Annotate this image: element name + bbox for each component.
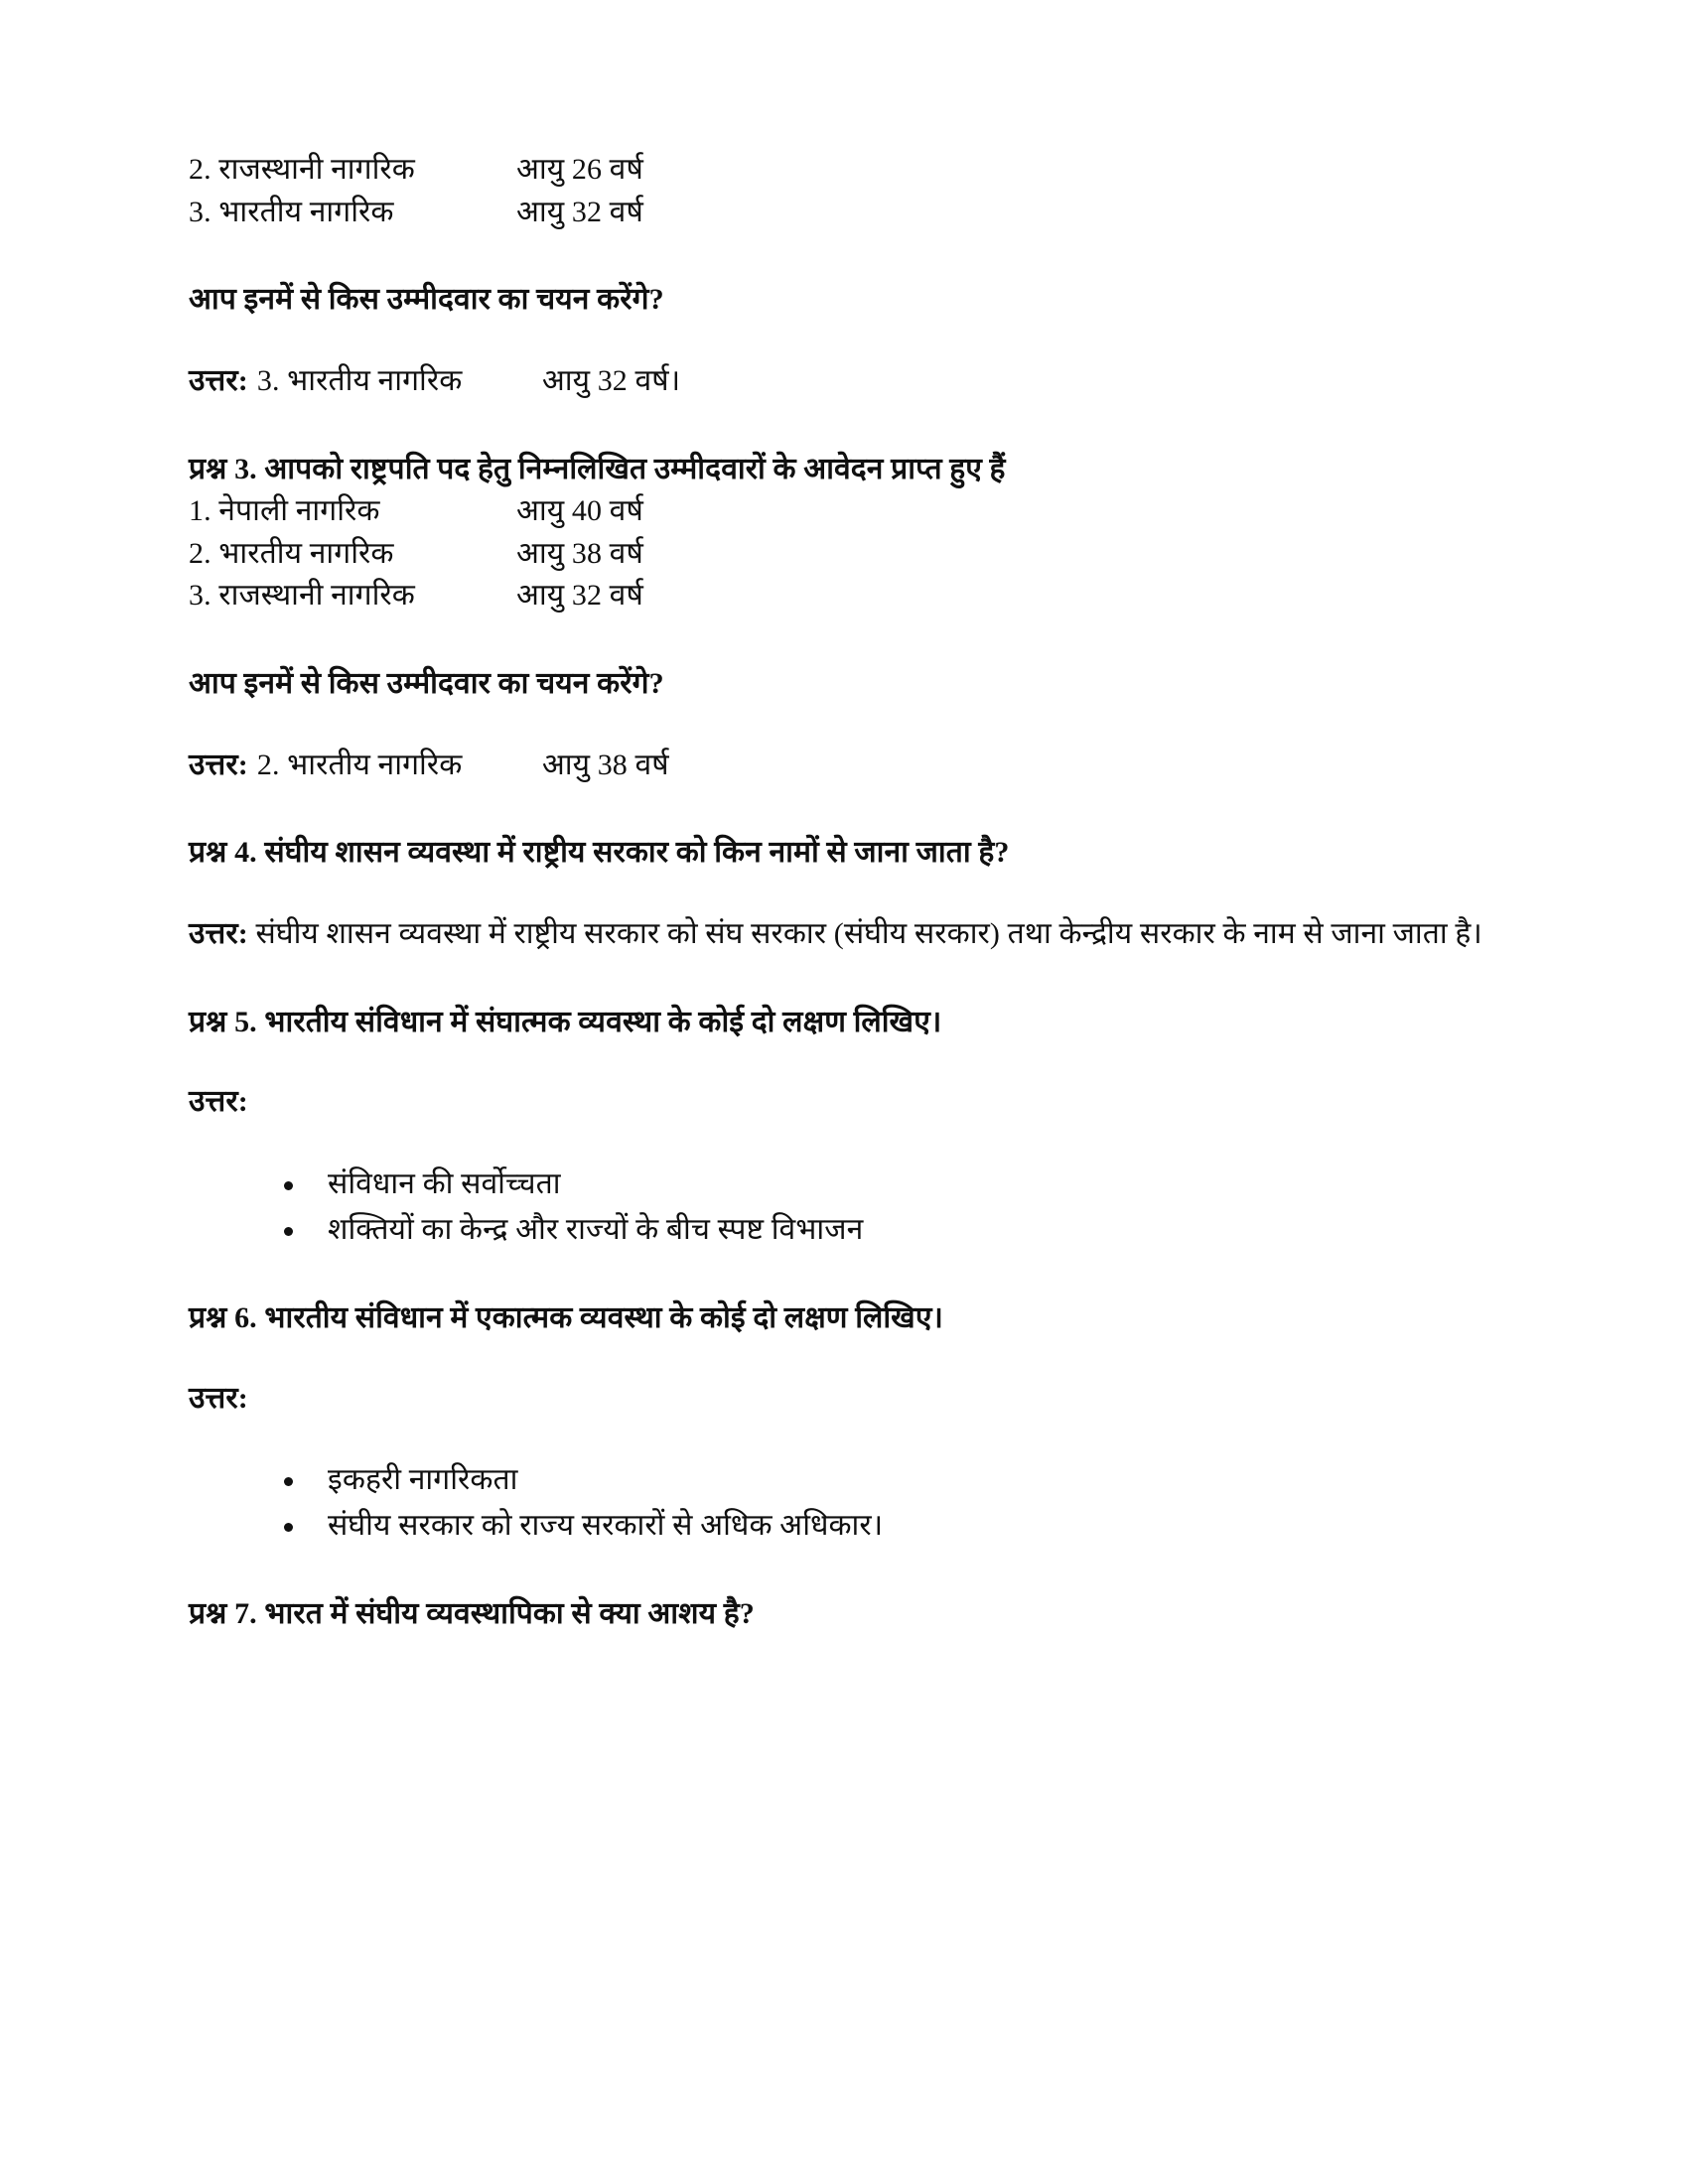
q3-option-2-age: आयु 38 वर्ष xyxy=(516,536,643,570)
q3-option-list xyxy=(189,490,1499,617)
q6-heading: प्रश्न 6. भारतीय संविधान में एकात्मक व्यवस्था के कोई दो लक्षण लिखिए। xyxy=(189,1301,943,1335)
spacer xyxy=(189,875,1499,912)
spacer xyxy=(189,1252,1499,1297)
q3-option-2-name: 2. भारतीय नागरिक xyxy=(189,536,394,570)
q2-option-row-3 xyxy=(189,192,1499,234)
q2-option-list xyxy=(189,149,1499,233)
q3-answer xyxy=(189,744,1499,787)
q3-option-row-2 xyxy=(189,533,1499,576)
document-body xyxy=(189,149,1499,1636)
spacer xyxy=(189,786,1499,832)
q5-bullet-item: शक्तियों का केन्द्र और राज्यों के बीच स्पष्ट विभाजन xyxy=(284,1207,1499,1253)
q2-answer-label: उत्तर: xyxy=(189,363,248,397)
spacer xyxy=(189,403,1499,449)
q3-option-3-name: 3. राजस्थानी नागरिक xyxy=(189,579,415,613)
q3-answer-age: आयु 38 वर्ष xyxy=(541,748,669,781)
q3-option-3-age: आयु 32 वर्ष xyxy=(516,579,643,613)
q4-answer-text: संघीय शासन व्यवस्था में राष्ट्रीय सरकार को संघ सरकार (संघीय सरकार) तथा केन्द्रीय सरकार के नाम से जाना जाता है। xyxy=(255,916,1482,950)
q2-selection-prompt: आप इनमें से किस उम्मीदवार का चयन करेंगे? xyxy=(189,283,664,317)
q2-answer xyxy=(189,359,1499,403)
spacer xyxy=(189,1420,1499,1457)
spacer xyxy=(189,1340,1499,1378)
q3-option-1-age: आयु 40 वर्ष xyxy=(516,494,643,528)
q3-option-1-name: 1. नेपाली नागरिक xyxy=(189,494,380,528)
q5-bullet-item: संविधान की सर्वोच्चता xyxy=(284,1161,1499,1207)
q7-heading: प्रश्न 7. भारत में संघीय व्यवस्थापिका से क्या आशय है? xyxy=(189,1597,755,1631)
q2-option-2-age: आयु 26 वर्ष xyxy=(516,153,643,186)
spacer xyxy=(189,233,1499,279)
spacer xyxy=(189,706,1499,744)
q2-option-2-name: 2. राजस्थानी नागरिक xyxy=(189,153,415,186)
q5-answer-label: उत्तर: xyxy=(189,1085,248,1119)
q2-option-3-name: 3. भारतीय नागरिक xyxy=(189,195,394,228)
q2-option-row-2 xyxy=(189,149,1499,192)
q3-selection-prompt: आप इनमें से किस उम्मीदवार का चयन करेंगे? xyxy=(189,666,664,700)
spacer xyxy=(189,617,1499,663)
spacer xyxy=(189,1548,1499,1593)
q4-heading: प्रश्न 4. संघीय शासन व्यवस्था में राष्ट्रीय सरकार को किन नामों से जाना जाता है? xyxy=(189,836,1010,870)
q5-bullet-list xyxy=(189,1161,1499,1252)
q2-answer-age: आयु 32 वर्ष। xyxy=(541,363,681,397)
q4-answer xyxy=(189,912,1499,956)
q6-bullet-item: संघीय सरकार को राज्य सरकारों से अधिक अधिकार। xyxy=(284,1503,1499,1549)
q2-answer-name: 3. भारतीय नागरिक xyxy=(256,363,463,397)
q3-answer-label: उत्तर: xyxy=(189,748,248,781)
spacer xyxy=(189,956,1499,1002)
q3-option-row-3 xyxy=(189,575,1499,617)
q3-answer-name: 2. भारतीय नागरिक xyxy=(256,748,463,781)
q6-bullet-item: इकहरी नागरिकता xyxy=(284,1457,1499,1503)
q6-answer-label: उत्तर: xyxy=(189,1381,248,1415)
spacer xyxy=(189,322,1499,359)
q5-heading: प्रश्न 5. भारतीय संविधान में संघात्मक व्यवस्था के कोई दो लक्षण लिखिए। xyxy=(189,1005,942,1038)
q3-option-row-1 xyxy=(189,490,1499,533)
spacer xyxy=(189,1124,1499,1161)
q2-option-3-age: आयु 32 वर्ष xyxy=(516,195,643,228)
spacer xyxy=(189,1043,1499,1081)
q6-bullet-list xyxy=(189,1457,1499,1548)
q4-answer-label: उत्तर: xyxy=(189,916,248,950)
q3-heading: प्रश्न 3. आपको राष्ट्रपति पद हेतु निम्नलिखित उम्मीदवारों के आवेदन प्राप्त हुए हैं xyxy=(189,452,1006,485)
